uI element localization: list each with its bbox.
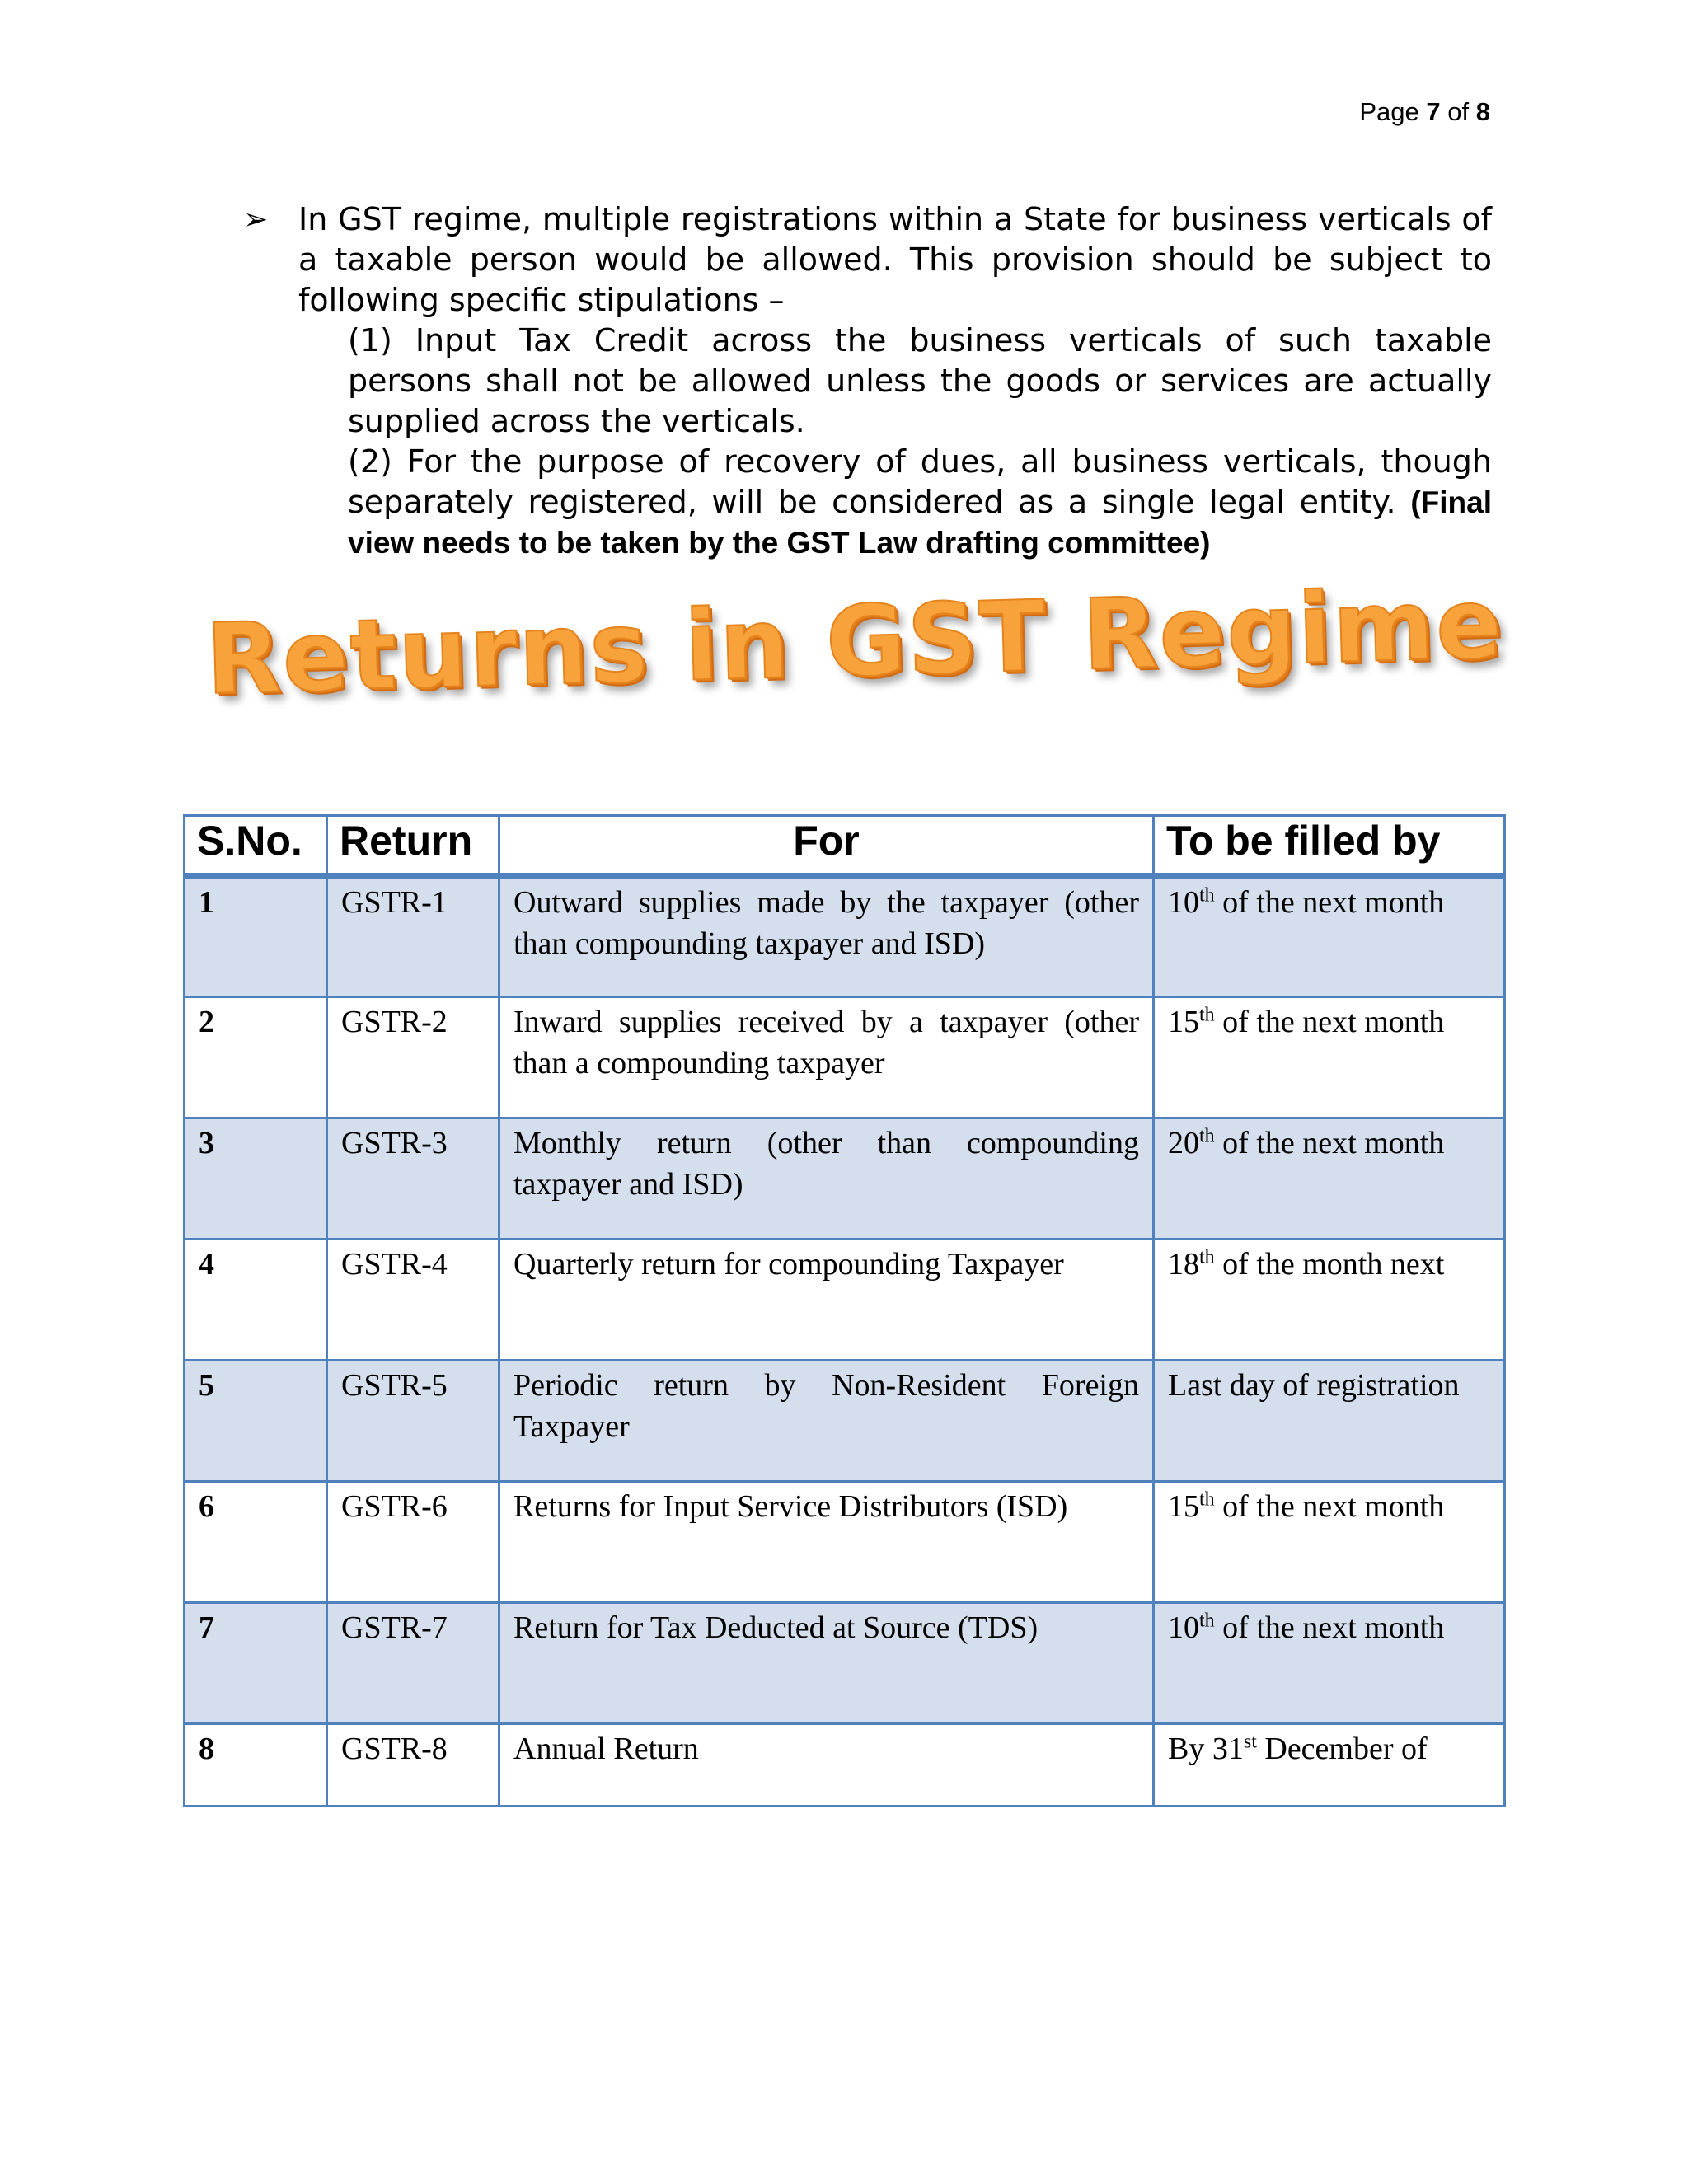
returns-table — [183, 814, 1506, 1807]
cell-for: Periodic return by Non-Resident Foreign Taxpayer — [499, 1361, 1154, 1482]
header-filled-by: To be filled by — [1154, 816, 1505, 876]
cell-sno: 1 — [185, 876, 327, 997]
table-header-row — [185, 816, 1505, 876]
cell-filled-by — [1154, 876, 1505, 997]
due-day: 10 — [1168, 885, 1199, 920]
due-rest: of the next month — [1214, 1005, 1445, 1039]
cell-filled-by — [1154, 1361, 1505, 1482]
cell-filled-by — [1154, 1118, 1505, 1240]
table-row — [185, 1724, 1505, 1807]
bullet-point-1: (1) Input Tax Credit across the business verticals of such taxable persons shall not be allowed unless the goods or services are actually supplied across the verticals. — [348, 322, 1492, 439]
due-suffix: th — [1199, 884, 1215, 907]
cell-return: GSTR-8 — [327, 1724, 499, 1807]
cell-for: Monthly return (other than compounding taxpayer and ISD) — [499, 1118, 1154, 1240]
cell-filled-by — [1154, 1603, 1505, 1724]
cell-return: GSTR-7 — [327, 1603, 499, 1724]
cell-return: GSTR-3 — [327, 1118, 499, 1240]
due-suffix: th — [1199, 1488, 1215, 1511]
cell-for: Returns for Input Service Distributors (ISD) — [499, 1482, 1154, 1603]
due-suffix: st — [1243, 1731, 1257, 1753]
cell-sno: 3 — [185, 1118, 327, 1240]
cell-filled-by — [1154, 1482, 1505, 1603]
due-rest: of the next month — [1214, 1610, 1445, 1645]
cell-for: Inward supplies received by a taxpayer (other than a compounding taxpayer — [499, 997, 1154, 1118]
due-suffix: th — [1199, 1246, 1215, 1268]
section-heading — [204, 566, 1525, 742]
cell-sno: 7 — [185, 1603, 327, 1724]
table-row — [185, 1361, 1505, 1482]
due-suffix: th — [1199, 1610, 1215, 1632]
cell-for: Quarterly return for compounding Taxpayer — [499, 1240, 1154, 1361]
page-prefix: Page — [1359, 97, 1419, 126]
table-row — [185, 876, 1505, 997]
table-row — [185, 1118, 1505, 1240]
due-day: 20 — [1168, 1126, 1199, 1160]
returns-heading: Returns in GST Regime — [204, 566, 1505, 716]
cell-sno: 2 — [185, 997, 327, 1118]
header-for: For — [499, 816, 1154, 876]
due-rest: of the month next — [1214, 1247, 1445, 1282]
due-day: 10 — [1168, 1610, 1199, 1645]
cell-for: Annual Return — [499, 1724, 1154, 1807]
cell-sno: 6 — [185, 1482, 327, 1603]
arrow-bullet-icon: ➢ — [243, 203, 269, 237]
bullet-point-2-text: (2) For the purpose of recovery of dues, all business verticals, though separately registered, will be considered as a single legal entity. — [348, 443, 1492, 520]
cell-sno: 4 — [185, 1240, 327, 1361]
due-rest: of the next month — [1214, 1489, 1445, 1524]
page-current: 7 — [1426, 97, 1441, 126]
cell-return: GSTR-6 — [327, 1482, 499, 1603]
bullet-intro: In GST regime, multiple registrations within a State for business verticals of a taxable person would be allowed. This provision should be subject to following specific stipulations – — [298, 201, 1492, 318]
header-return: Return — [327, 816, 499, 876]
table-row — [185, 997, 1505, 1118]
cell-filled-by — [1154, 1724, 1505, 1807]
cell-return: GSTR-2 — [327, 997, 499, 1118]
cell-return: GSTR-4 — [327, 1240, 499, 1361]
cell-filled-by — [1154, 1240, 1505, 1361]
cell-for: Return for Tax Deducted at Source (TDS) — [499, 1603, 1154, 1724]
due-day: 15 — [1168, 1489, 1199, 1524]
due-day: 15 — [1168, 1005, 1199, 1039]
cell-filled-by — [1154, 997, 1505, 1118]
cell-for: Outward supplies made by the taxpayer (other than compounding taxpayer and ISD) — [499, 876, 1154, 997]
due-day: Last day of registration — [1168, 1368, 1460, 1403]
cell-return: GSTR-5 — [327, 1361, 499, 1482]
due-suffix: th — [1199, 1004, 1215, 1026]
due-day: By 31 — [1168, 1732, 1244, 1766]
page-of: of — [1447, 97, 1470, 126]
registration-bullet — [243, 199, 1492, 563]
cell-return: GSTR-1 — [327, 876, 499, 997]
page-number — [1359, 97, 1490, 127]
due-suffix: th — [1199, 1125, 1215, 1147]
cell-sno: 8 — [185, 1724, 327, 1807]
table-row — [185, 1482, 1505, 1603]
cell-sno: 5 — [185, 1361, 327, 1482]
page-total: 8 — [1475, 97, 1490, 126]
due-day: 18 — [1168, 1247, 1199, 1282]
table-row — [185, 1603, 1505, 1724]
due-rest: December of — [1256, 1732, 1428, 1766]
table-row — [185, 1240, 1505, 1361]
header-sno: S.No. — [185, 816, 327, 876]
due-rest: of the next month — [1214, 1126, 1445, 1160]
bullet-point-2 — [247, 442, 1492, 563]
due-rest: of the next month — [1214, 885, 1445, 920]
bullet-note: (Final view needs to be taken by the GST Law drafting committee) — [348, 485, 1492, 560]
